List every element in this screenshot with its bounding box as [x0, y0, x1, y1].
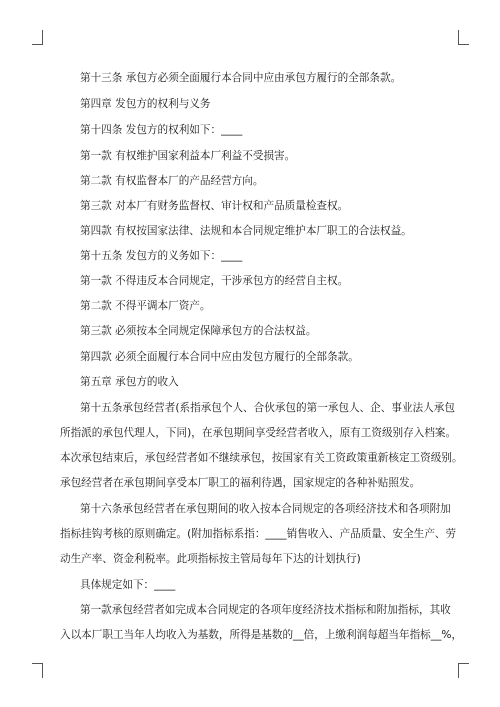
article-15-clause-2: 第二款 不得平调本厂资产。: [80, 300, 211, 312]
paragraph-line: 动生产率、资金利税率。此项指标按主管局每年下达的计划执行): [60, 553, 361, 565]
chapter-5-heading: 第五章 承包方的收入: [80, 376, 179, 388]
article-15-clause-4: 第四款 必须全面履行本合同中应由发包方履行的全部条款。: [80, 351, 359, 363]
paragraph-line: 第十五条承包经营者(系指承包个人、合伙承包的第一承包人、企、事业法人承包: [80, 402, 455, 414]
article-14-clause-3: 第三款 对本厂有财务监督权、审计权和产品质量检查权。: [80, 200, 349, 212]
paragraph-line: 入以本厂职工当年人均收入为基数，所得是基数的__倍，上缴利润每超当年指标__%，: [60, 629, 463, 641]
article-14: 第十四条 发包方的权利如下：____: [80, 124, 243, 136]
article-13: 第十三条 承包方必须全面履行本合同中应由承包方履行的全部条款。: [80, 72, 402, 84]
article-15-clause-3: 第三款 必须按本全同规定保障承包方的合法权益。: [80, 325, 317, 337]
crop-mark-bottom-right: [458, 663, 469, 678]
crop-mark-bottom-left: [32, 663, 43, 678]
crop-mark-top-left: [32, 30, 43, 45]
paragraph-line: 第十六条承包经营者在承包期间的收入按本合同规定的各项经济技术和各项附加: [80, 503, 451, 515]
crop-mark-top-right: [458, 30, 469, 45]
chapter-4-heading: 第四章 发包方的权利与义务: [80, 98, 211, 110]
article-15-clause-1: 第一款 不得违反本合同规定，干涉承包方的经营自主权。: [80, 275, 349, 287]
paragraph-line: 承包经营者在承包期间享受本厂职工的福利待遇，国家规定的各种补贴照发。: [60, 477, 421, 489]
article-15: 第十五条 发包方的义务如下：____: [80, 250, 243, 262]
paragraph-line: 第一款承包经营者如完成本合同规定的各项年度经济技术指标和附加指标，其收: [80, 604, 451, 616]
article-14-clause-2: 第二款 有权监督本厂的产品经营方向。: [80, 175, 264, 187]
paragraph-line: 所指派的承包代理人，下同)，在承包期间享受经营者收入，原有工资级别存入档案。: [60, 427, 457, 439]
article-14-clause-1: 第一款 有权维护国家利益本厂利益不受损害。: [80, 150, 296, 162]
paragraph-line: 指标挂钩考核的原则确定。(附加指标系指：____销售收入、产品质量、安全生产、劳: [60, 528, 457, 540]
specific-provisions: 具体规定如下：____: [80, 579, 176, 591]
article-14-clause-4: 第四款 有权按国家法律、法规和本合同规定维护本厂职工的合法权益。: [80, 225, 412, 237]
paragraph-line: 本次承包结束后，承包经营者如不继续承包，按国家有关工资政策重新核定工资级别。: [60, 452, 463, 464]
